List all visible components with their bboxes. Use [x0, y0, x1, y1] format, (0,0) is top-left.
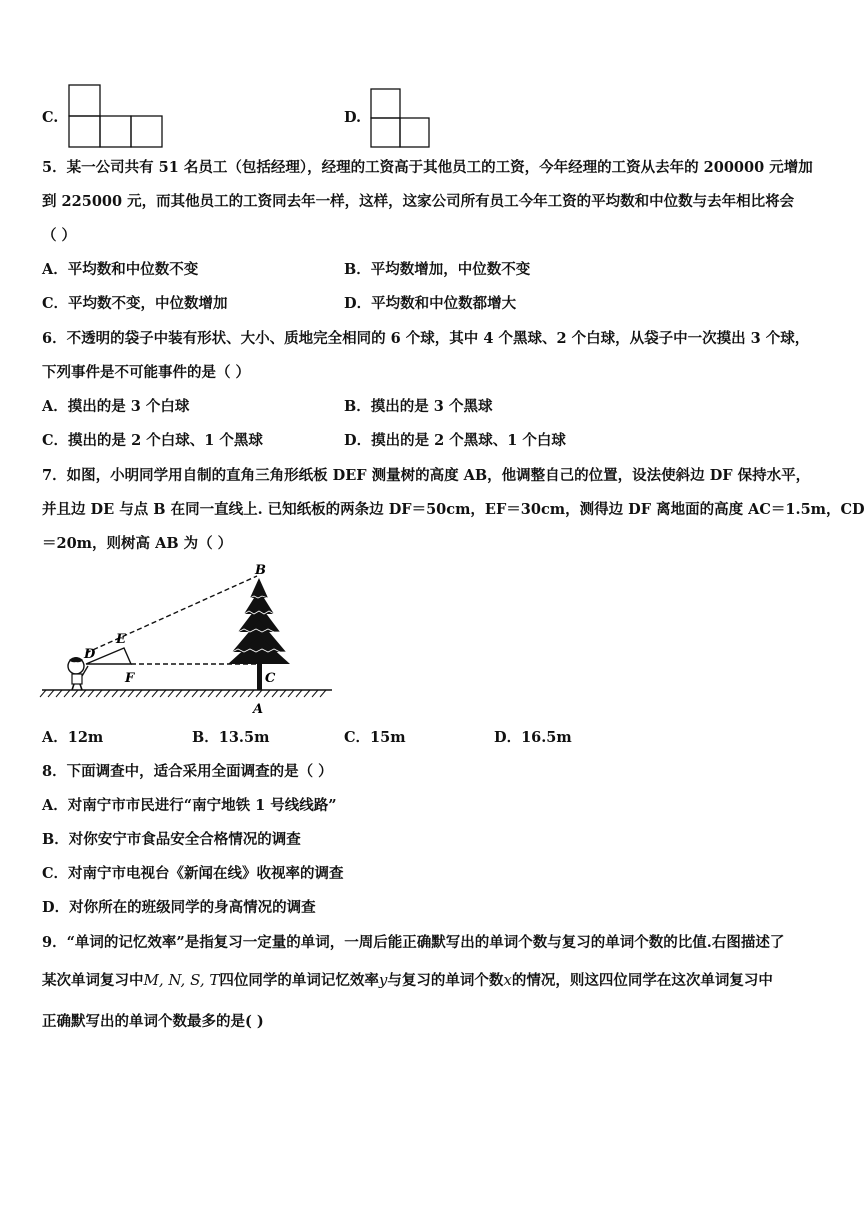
q5-stem-line2: 到 225000 元，而其他员工的工资同去年一样，这样，这家公司所有员工今年工资的平均数和中位数与去年相比将会 — [42, 193, 795, 210]
q5-option-b[interactable]: B．平均数增加，中位数不变 — [344, 261, 531, 278]
q7-tree-figure — [36, 560, 336, 720]
q4-option-c-figure — [68, 84, 164, 148]
q9-stem-line2 — [42, 970, 773, 991]
q7-stem-line2: 并且边 DE 与点 B 在同一直线上. 已知纸板的两条边 DF＝50cm，EF＝30cm，测得边 DF 离地面的高度 AC＝1.5m，CD — [42, 501, 865, 518]
q7-option-d[interactable]: D．16.5m — [494, 729, 572, 746]
q6-option-c[interactable]: C．摸出的是 2 个白球、1 个黑球 — [42, 432, 263, 449]
q7-label-c: C — [265, 671, 276, 686]
q7-label-e: E — [116, 632, 126, 647]
q6-option-a[interactable]: A．摸出的是 3 个白球 — [42, 398, 190, 415]
q7-option-a[interactable]: A．12m — [42, 729, 104, 746]
q7-option-c[interactable]: C．15m — [344, 729, 406, 746]
q6-stem-line1: 6．不透明的袋子中装有形状、大小、质地完全相同的 6 个球，其中 4 个黑球、2 个白球，从袋子中一次摸出 3 个球， — [42, 330, 810, 347]
q9-variable-y: y — [378, 971, 388, 989]
q4-option-d-label[interactable]: D. — [344, 109, 362, 126]
q7-label-a: A — [253, 702, 264, 717]
q9-variable-x: x — [503, 971, 512, 989]
q5-option-a[interactable]: A．平均数和中位数不变 — [42, 261, 199, 278]
q7-label-d: D — [84, 647, 96, 662]
q4-option-c-label[interactable]: C. — [42, 109, 59, 126]
q8-option-b[interactable]: B．对你安宁市食品安全合格情况的调查 — [42, 831, 301, 848]
q7-label-b: B — [255, 563, 266, 578]
q7-stem-line1: 7．如图，小明同学用自制的直角三角形纸板 DEF 测量树的高度 AB，他调整自己的位置，设法使斜边 DF 保持水平， — [42, 467, 811, 484]
q9-line2-part-a: 某次单词复习中 — [42, 972, 144, 989]
q9-variables: M, N, S, T — [143, 971, 220, 989]
q7-label-f: F — [125, 671, 135, 686]
q9-line2-part-c: 与复习的单词个数 — [387, 972, 504, 989]
q5-stem-line3: （ ） — [42, 227, 77, 244]
q6-option-d[interactable]: D．摸出的是 2 个黑球、1 个白球 — [344, 432, 566, 449]
q8-option-d[interactable]: D．对你所在的班级同学的身高情况的调查 — [42, 899, 316, 916]
q5-option-c[interactable]: C．平均数不变，中位数增加 — [42, 295, 228, 312]
q6-stem-line2: 下列事件是不可能事件的是（ ） — [42, 364, 251, 381]
q9-stem-line1: 9．“单词的记忆效率”是指复习一定量的单词，一周后能正确默写出的单词个数与复习的单词个数的比值.右图描述了 — [42, 934, 785, 951]
q6-option-b[interactable]: B．摸出的是 3 个黑球 — [344, 398, 493, 415]
q5-option-d[interactable]: D．平均数和中位数都增大 — [344, 295, 517, 312]
q9-line2-part-d: 的情况，则这四位同学在这次单词复习中 — [511, 972, 773, 989]
q9-stem-line3: 正确默写出的单词个数最多的是( ) — [42, 1013, 264, 1030]
q8-stem-line1: 8．下面调查中，适合采用全面调查的是（ ） — [42, 763, 333, 780]
q5-stem-line1: 5．某一公司共有 51 名员工（包括经理），经理的工资高于其他员工的工资，今年经理的工资从去年的 200000 元增加 — [42, 159, 813, 176]
q7-option-b[interactable]: B．13.5m — [192, 729, 270, 746]
q7-stem-line3: ＝20m，则树高 AB 为（ ） — [42, 535, 233, 552]
q8-option-a[interactable]: A．对南宁市市民进行“南宁地铁 1 号线线路” — [42, 797, 337, 814]
q4-option-d-figure — [370, 88, 432, 148]
q9-line2-part-b: 四位同学的单词记忆效率 — [219, 972, 379, 989]
q8-option-c[interactable]: C．对南宁市电视台《新闻在线》收视率的调查 — [42, 865, 344, 882]
